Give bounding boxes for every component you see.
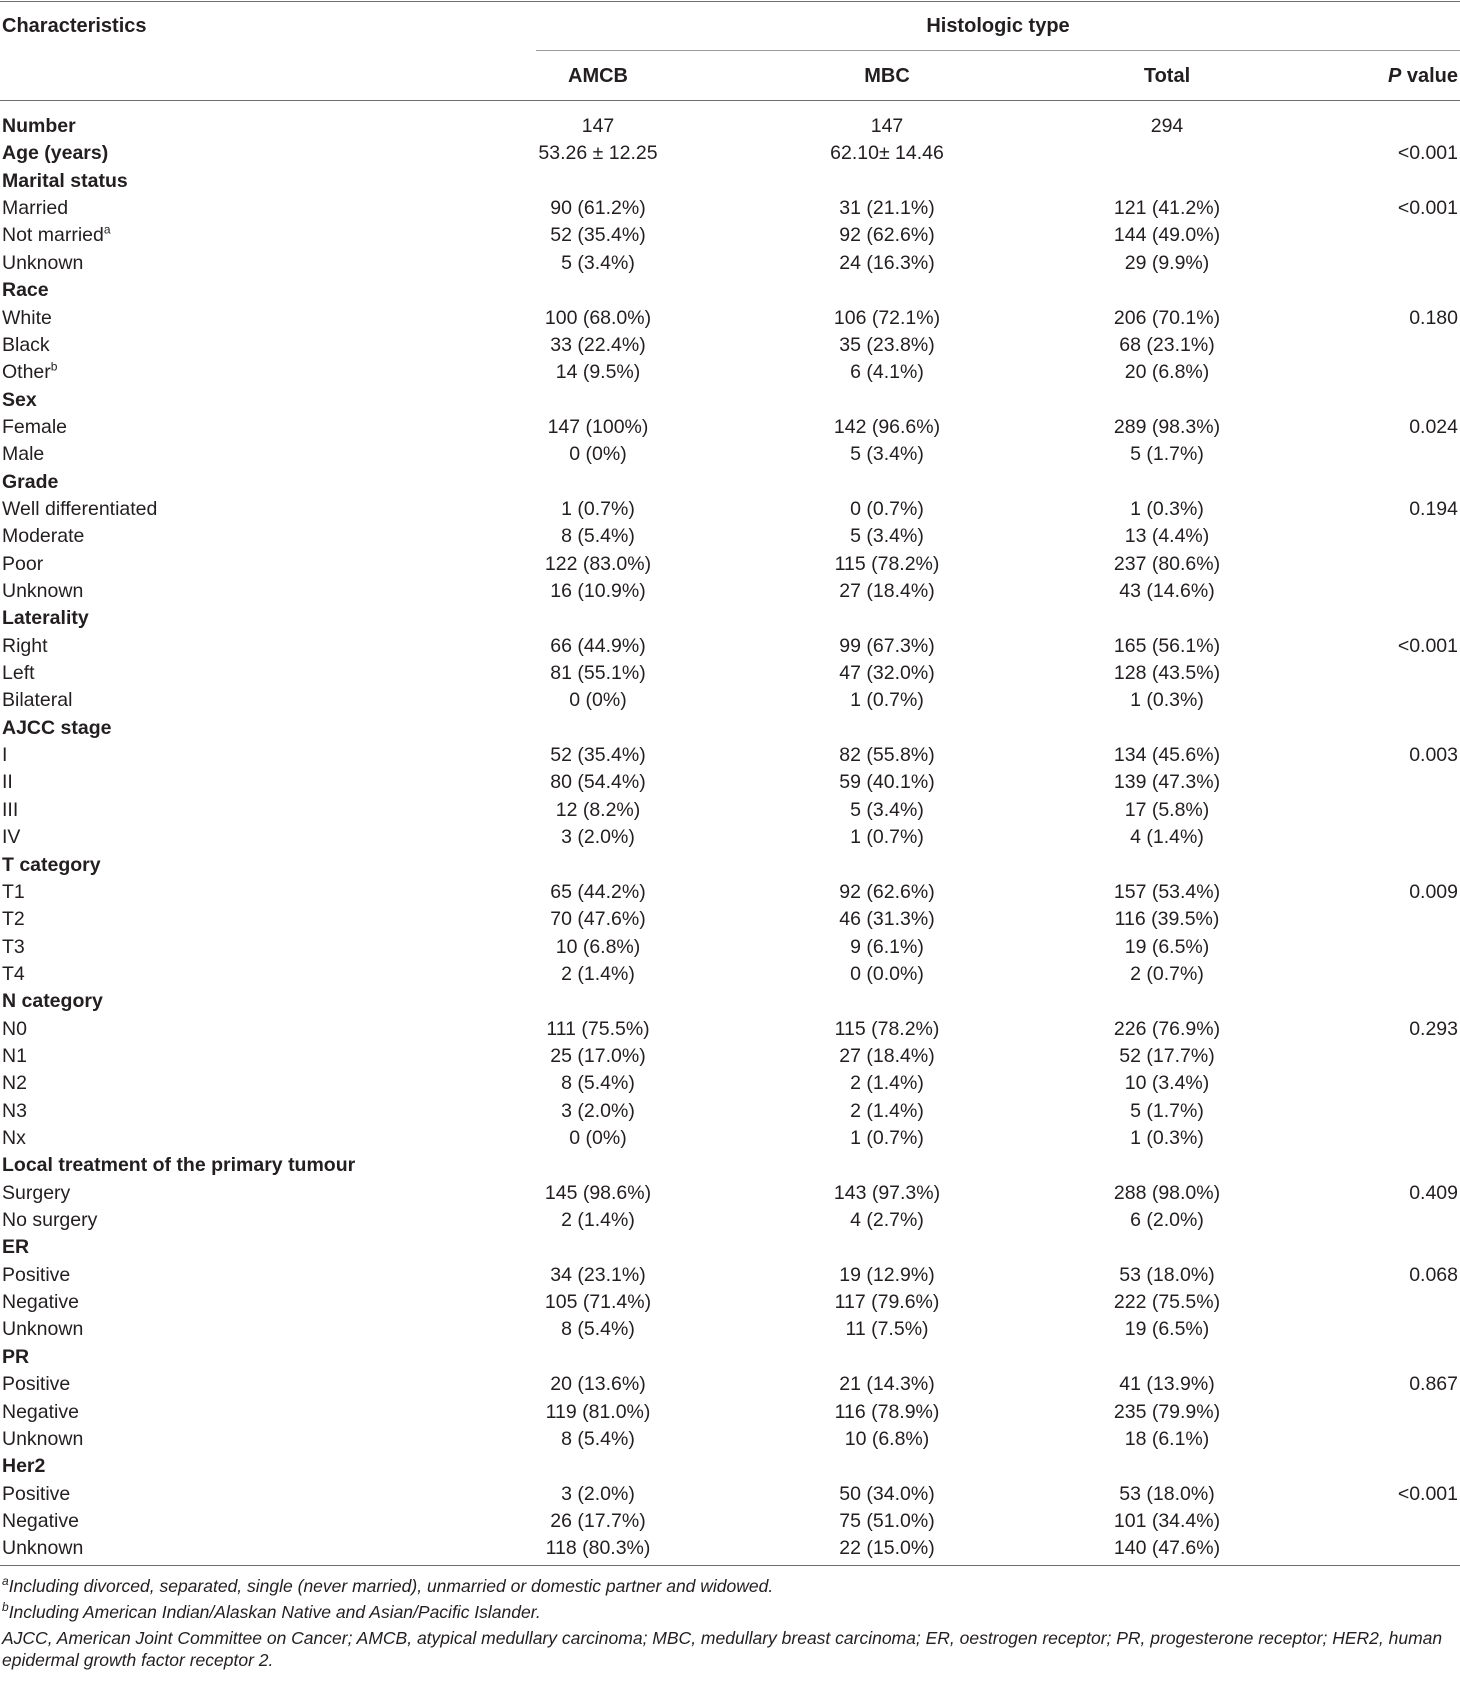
row-label [2, 880, 25, 904]
row-label-text: White [2, 306, 52, 329]
row-label-text: Surgery [2, 1181, 71, 1204]
row-label-text: Other [2, 361, 51, 384]
row-label-text: IV [2, 826, 21, 849]
footnote-marker: a [103, 222, 111, 237]
cell-mbc: 1 (0.7%) [850, 689, 924, 712]
row-label-text: Negative [2, 1400, 79, 1423]
section-heading [2, 169, 128, 193]
cell-total: 121 (41.2%) [1113, 197, 1221, 220]
cell-mbc: 0 (0.7%) [850, 497, 924, 520]
cell-total: 235 (79.9%) [1113, 1400, 1221, 1423]
row-label-text: II [2, 771, 13, 794]
row-label [2, 1181, 70, 1205]
row-label-text: Sex [2, 388, 37, 411]
cell-mbc: 24 (16.3%) [839, 251, 935, 274]
cell-mbc: 147 [870, 115, 904, 137]
section-heading [2, 278, 49, 302]
cell-mbc: 5 (3.4%) [850, 443, 924, 466]
row-label-text: PR [2, 1345, 30, 1368]
cell-amcb: 53.26 ± 12.25 [538, 142, 658, 165]
row-label-text: N1 [2, 1044, 27, 1067]
cell-amcb: 52 (35.4%) [550, 224, 646, 247]
cell-total: 2 (0.7%) [1130, 962, 1204, 985]
footnote-a-text: Including divorced, separated, single (never married), unmarried or domestic partner and widowed. [8, 1575, 774, 1596]
row-label [2, 1482, 70, 1506]
cell-mbc: 1 (0.7%) [850, 826, 924, 849]
section-heading [2, 141, 108, 165]
cell-amcb: 34 (23.1%) [550, 1263, 646, 1286]
cell-amcb: 118 (80.3%) [545, 1537, 651, 1560]
cell-mbc: 9 (6.1%) [850, 935, 924, 958]
cell-amcb: 1 (0.7%) [561, 497, 635, 520]
cell-amcb: 2 (1.4%) [561, 962, 635, 985]
cell-p-value: 0.024 [1409, 415, 1458, 438]
row-label [2, 1044, 27, 1068]
cell-amcb: 81 (55.1%) [550, 662, 646, 684]
row-label [2, 497, 157, 521]
row-label-text: Age (years) [2, 142, 109, 165]
cell-amcb: 14 (9.5%) [555, 361, 641, 384]
cell-mbc: 47 (32.0%) [839, 662, 935, 684]
row-label-text: AJCC stage [2, 716, 112, 739]
row-label-text: Bilateral [2, 689, 73, 712]
cell-total: 294 [1150, 115, 1184, 137]
cell-total: 43 (14.6%) [1119, 580, 1215, 602]
row-label-text: Local treatment of the primary tumour [2, 1154, 356, 1177]
row-label-text: Nx [2, 1127, 26, 1149]
row-label [2, 196, 68, 220]
row-label [2, 1317, 83, 1341]
row-label [2, 825, 20, 849]
row-label-text: Negative [2, 1291, 79, 1313]
cell-total: 288 (98.0%) [1113, 1181, 1221, 1204]
row-label-text: Black [2, 333, 50, 356]
cell-p-value: 0.009 [1409, 880, 1458, 903]
cell-amcb: 147 [581, 115, 615, 137]
cell-mbc: 2 (1.4%) [850, 1099, 924, 1122]
cell-total: 157 (53.4%) [1113, 880, 1221, 903]
cell-mbc: 82 (55.8%) [839, 744, 935, 767]
cell-amcb: 3 (2.0%) [561, 826, 635, 849]
row-label-text: Laterality [2, 607, 89, 630]
cell-mbc: 92 (62.6%) [839, 880, 935, 903]
header-histologic-type: Histologic type [926, 15, 1070, 37]
row-label-text: I [2, 744, 8, 767]
top-rule [0, 1, 1460, 2]
cell-mbc: 50 (34.0%) [839, 1482, 935, 1505]
cell-total: 53 (18.0%) [1119, 1482, 1215, 1505]
cell-amcb: 33 (22.4%) [550, 333, 646, 356]
row-label-text: Race [2, 279, 49, 302]
row-label [2, 935, 25, 959]
row-label-text: T2 [2, 908, 25, 931]
cell-mbc: 143 (97.3%) [833, 1181, 941, 1204]
header-characteristics: Characteristics [2, 15, 147, 37]
cell-amcb: 111 (75.5%) [546, 1017, 650, 1040]
row-label [2, 798, 18, 822]
row-label-text: Well differentiated [2, 497, 158, 520]
row-label-text: Number [2, 115, 76, 137]
row-label [2, 1017, 27, 1041]
cell-total: 4 (1.4%) [1130, 826, 1204, 849]
cell-amcb: 8 (5.4%) [561, 1072, 635, 1095]
header-mbc: MBC [864, 65, 910, 87]
footnote-b-text: Including American Indian/Alaskan Native and Asian/Pacific Islander. [8, 1601, 541, 1622]
row-label [2, 770, 13, 794]
cell-mbc: 22 (15.0%) [839, 1537, 935, 1560]
row-label [2, 1536, 83, 1560]
row-label [2, 579, 83, 603]
cell-amcb: 20 (13.6%) [550, 1373, 646, 1396]
cell-p-value: 0.867 [1409, 1373, 1458, 1396]
row-label [2, 333, 50, 357]
row-label-text: Unknown [2, 251, 84, 274]
cell-amcb: 8 (5.4%) [561, 525, 635, 548]
cell-total: 18 (6.1%) [1124, 1427, 1210, 1450]
cell-total: 1 (0.3%) [1130, 689, 1204, 712]
row-label [2, 360, 57, 384]
cell-total: 101 (34.4%) [1113, 1509, 1221, 1532]
cell-amcb: 3 (2.0%) [561, 1482, 635, 1505]
cell-mbc: 19 (12.9%) [839, 1263, 935, 1286]
cell-amcb: 52 (35.4%) [550, 744, 646, 767]
row-label [2, 688, 72, 712]
row-label-text: Her2 [2, 1455, 46, 1478]
cell-mbc: 92 (62.6%) [839, 224, 935, 247]
cell-mbc: 6 (4.1%) [850, 361, 924, 384]
cell-amcb: 0 (0%) [569, 689, 627, 712]
row-label-text: T3 [2, 935, 25, 958]
row-label-text: N2 [2, 1072, 27, 1095]
cell-total: 1 (0.3%) [1130, 1127, 1204, 1149]
row-label [2, 962, 25, 986]
section-heading [2, 388, 37, 412]
cell-total: 6 (2.0%) [1130, 1209, 1204, 1231]
cell-mbc: 115 (78.2%) [834, 1017, 940, 1040]
section-heading [2, 1454, 45, 1478]
row-label-text: T4 [2, 962, 25, 985]
cell-amcb: 0 (0%) [569, 1127, 627, 1149]
cell-amcb: 100 (68.0%) [544, 306, 652, 329]
cell-total: 128 (43.5%) [1113, 662, 1221, 684]
cell-mbc: 115 (78.2%) [834, 552, 940, 575]
header-total: Total [1143, 65, 1191, 87]
cell-total: 226 (76.9%) [1113, 1017, 1221, 1040]
cell-amcb: 12 (8.2%) [555, 798, 641, 821]
cell-mbc: 59 (40.1%) [839, 771, 935, 794]
row-label [2, 223, 111, 247]
cell-amcb: 16 (10.9%) [550, 580, 646, 602]
row-label-text: No surgery [2, 1209, 98, 1231]
section-heading [2, 1153, 355, 1177]
row-label-text: Moderate [2, 525, 85, 548]
cell-amcb: 122 (83.0%) [544, 552, 652, 575]
cell-mbc: 62.10± 14.46 [830, 142, 944, 165]
cell-amcb: 26 (17.7%) [550, 1509, 646, 1532]
cell-total: 5 (1.7%) [1130, 443, 1204, 466]
cell-p-value: <0.001 [1397, 634, 1458, 657]
cell-total: 289 (98.3%) [1113, 415, 1221, 438]
row-label-text: Poor [2, 552, 44, 575]
cell-total: 19 (6.5%) [1124, 1318, 1210, 1341]
row-label [2, 1263, 70, 1287]
row-label-text: Male [2, 443, 45, 466]
cell-total: 140 (47.6%) [1113, 1537, 1221, 1560]
cell-amcb: 8 (5.4%) [561, 1318, 635, 1341]
cell-total: 10 (3.4%) [1124, 1072, 1210, 1095]
row-label-text: Female [2, 415, 68, 438]
row-label-text: Negative [2, 1509, 79, 1532]
row-label [2, 1400, 79, 1424]
cell-total: 53 (18.0%) [1119, 1263, 1215, 1286]
cell-p-value: 0.068 [1409, 1263, 1458, 1286]
row-label [2, 907, 25, 931]
cell-mbc: 10 (6.8%) [844, 1427, 930, 1450]
row-label [2, 743, 7, 767]
footnote-a [2, 1575, 773, 1597]
cell-amcb: 80 (54.4%) [550, 771, 646, 794]
cell-mbc: 27 (18.4%) [839, 580, 935, 602]
cell-mbc: 31 (21.1%) [839, 197, 935, 220]
cell-total: 68 (23.1%) [1119, 333, 1215, 356]
cell-mbc: 4 (2.7%) [850, 1209, 924, 1231]
row-label-text: Unknown [2, 1537, 84, 1560]
row-label [2, 552, 43, 576]
row-label [2, 634, 48, 658]
header-p-italic: P [1387, 65, 1402, 87]
row-label-text: Positive [2, 1263, 71, 1286]
footnote-b-mark: b [2, 1599, 9, 1614]
cell-amcb: 0 (0%) [569, 443, 627, 466]
row-label [2, 1071, 27, 1095]
footnote-abbreviations: AJCC, American Joint Committee on Cancer; AMCB, atypical medullary carcinoma; MBC, medullary breast carcinoma; ER, oestrogen receptor; PR, progesterone receptor; HER2, human epidermal growth factor receptor 2. [2, 1627, 1443, 1670]
cell-mbc: 117 (79.6%) [834, 1291, 940, 1313]
cell-p-value: 0.293 [1409, 1017, 1458, 1040]
section-heading [2, 853, 101, 877]
section-heading [2, 1345, 29, 1369]
header-p-value [1388, 64, 1458, 88]
cell-mbc: 11 (7.5%) [845, 1318, 929, 1341]
row-label-text: Unknown [2, 1318, 84, 1341]
row-label-text: N3 [2, 1099, 27, 1122]
row-label-text: Married [2, 197, 69, 220]
cell-total: 144 (49.0%) [1113, 224, 1221, 247]
row-label-text: III [2, 798, 19, 821]
row-label-text: Right [2, 634, 48, 657]
row-label [2, 661, 35, 685]
row-label [2, 1099, 27, 1123]
row-label [2, 306, 52, 330]
cell-amcb: 65 (44.2%) [550, 880, 646, 903]
cell-mbc: 106 (72.1%) [833, 306, 941, 329]
cell-amcb: 90 (61.2%) [550, 197, 646, 220]
cell-total: 29 (9.9%) [1124, 251, 1210, 274]
cell-amcb: 105 (71.4%) [544, 1291, 652, 1313]
footnote-a-mark: a [2, 1573, 9, 1588]
cell-amcb: 3 (2.0%) [561, 1099, 635, 1122]
row-label [2, 251, 83, 275]
row-label-text: Left [2, 662, 35, 684]
section-heading [2, 989, 103, 1013]
footnote-marker: b [50, 359, 58, 374]
row-label [2, 1208, 97, 1232]
cell-mbc: 27 (18.4%) [839, 1044, 935, 1067]
cell-amcb: 5 (3.4%) [561, 251, 635, 274]
row-label-text: Positive [2, 1373, 71, 1396]
cell-amcb: 145 (98.6%) [544, 1181, 652, 1204]
cell-total: 41 (13.9%) [1119, 1373, 1215, 1396]
row-label-text: Marital status [2, 169, 128, 192]
row-label-text: T1 [2, 880, 25, 903]
section-heading [2, 606, 89, 630]
row-label-text: N0 [2, 1017, 27, 1040]
cell-total: 237 (80.6%) [1113, 552, 1221, 575]
row-label-text: Unknown [2, 1427, 84, 1450]
cell-amcb: 2 (1.4%) [561, 1209, 635, 1231]
row-label-text: Unknown [2, 580, 84, 602]
cell-total: 139 (47.3%) [1113, 771, 1221, 794]
row-label-text: Grade [2, 470, 59, 493]
section-heading [2, 716, 111, 740]
row-label [2, 1372, 70, 1396]
row-label [2, 1290, 79, 1314]
bottom-rule [0, 1565, 1460, 1566]
cell-total: 165 (56.1%) [1113, 634, 1221, 657]
cell-p-value: 0.194 [1409, 497, 1458, 520]
cell-mbc: 0 (0.0%) [850, 962, 924, 985]
cell-total: 17 (5.8%) [1124, 798, 1210, 821]
cell-amcb: 119 (81.0%) [545, 1400, 651, 1423]
header-amcb: AMCB [568, 65, 628, 87]
section-heading [2, 114, 76, 138]
cell-p-value: 0.003 [1409, 744, 1458, 767]
row-label [2, 1509, 79, 1533]
cell-mbc: 116 (78.9%) [834, 1400, 940, 1423]
header-subrule [536, 50, 1460, 51]
cell-amcb: 10 (6.8%) [555, 935, 641, 958]
cell-p-value: <0.001 [1397, 142, 1458, 165]
row-label [2, 415, 67, 439]
cell-total: 1 (0.3%) [1130, 497, 1204, 520]
cell-amcb: 147 (100%) [547, 415, 649, 438]
cell-amcb: 25 (17.0%) [550, 1044, 646, 1067]
header-bottom-rule [0, 100, 1460, 101]
row-label-text: N category [2, 990, 103, 1013]
cell-mbc: 21 (14.3%) [839, 1373, 935, 1396]
cell-mbc: 46 (31.3%) [839, 908, 935, 931]
row-label [2, 1427, 83, 1451]
section-heading [2, 470, 58, 494]
row-label-text: Positive [2, 1482, 71, 1505]
cell-total: 5 (1.7%) [1130, 1099, 1204, 1122]
section-heading [2, 1235, 29, 1259]
cell-p-value: <0.001 [1397, 1482, 1458, 1505]
cell-total: 116 (39.5%) [1114, 908, 1220, 931]
row-label [2, 524, 84, 548]
header-p-rest: value [1401, 65, 1458, 87]
cell-total: 206 (70.1%) [1113, 306, 1221, 329]
cell-total: 52 (17.7%) [1119, 1044, 1215, 1067]
row-label [2, 1126, 26, 1150]
cell-mbc: 99 (67.3%) [839, 634, 935, 657]
cell-p-value: 0.180 [1409, 306, 1458, 329]
cell-total: 222 (75.5%) [1113, 1291, 1221, 1313]
cell-total: 134 (45.6%) [1113, 744, 1221, 767]
cell-mbc: 142 (96.6%) [833, 415, 941, 438]
row-label [2, 442, 44, 466]
cell-p-value: 0.409 [1409, 1181, 1458, 1204]
cell-total: 19 (6.5%) [1124, 935, 1210, 958]
cell-mbc: 75 (51.0%) [839, 1509, 935, 1532]
cell-p-value: <0.001 [1397, 197, 1458, 220]
cell-amcb: 66 (44.9%) [550, 634, 646, 657]
footnote-b [2, 1601, 541, 1623]
cell-mbc: 1 (0.7%) [850, 1127, 924, 1149]
cell-mbc: 5 (3.4%) [850, 525, 924, 548]
cell-mbc: 2 (1.4%) [850, 1072, 924, 1095]
cell-mbc: 5 (3.4%) [850, 798, 924, 821]
cell-mbc: 35 (23.8%) [839, 333, 935, 356]
cell-total: 13 (4.4%) [1124, 525, 1210, 548]
cell-amcb: 70 (47.6%) [550, 908, 646, 931]
row-label-text: Not married [2, 224, 104, 247]
row-label-text: ER [2, 1236, 30, 1259]
cell-amcb: 8 (5.4%) [561, 1427, 635, 1450]
row-label-text: T category [2, 853, 101, 876]
cell-total: 20 (6.8%) [1124, 361, 1210, 384]
